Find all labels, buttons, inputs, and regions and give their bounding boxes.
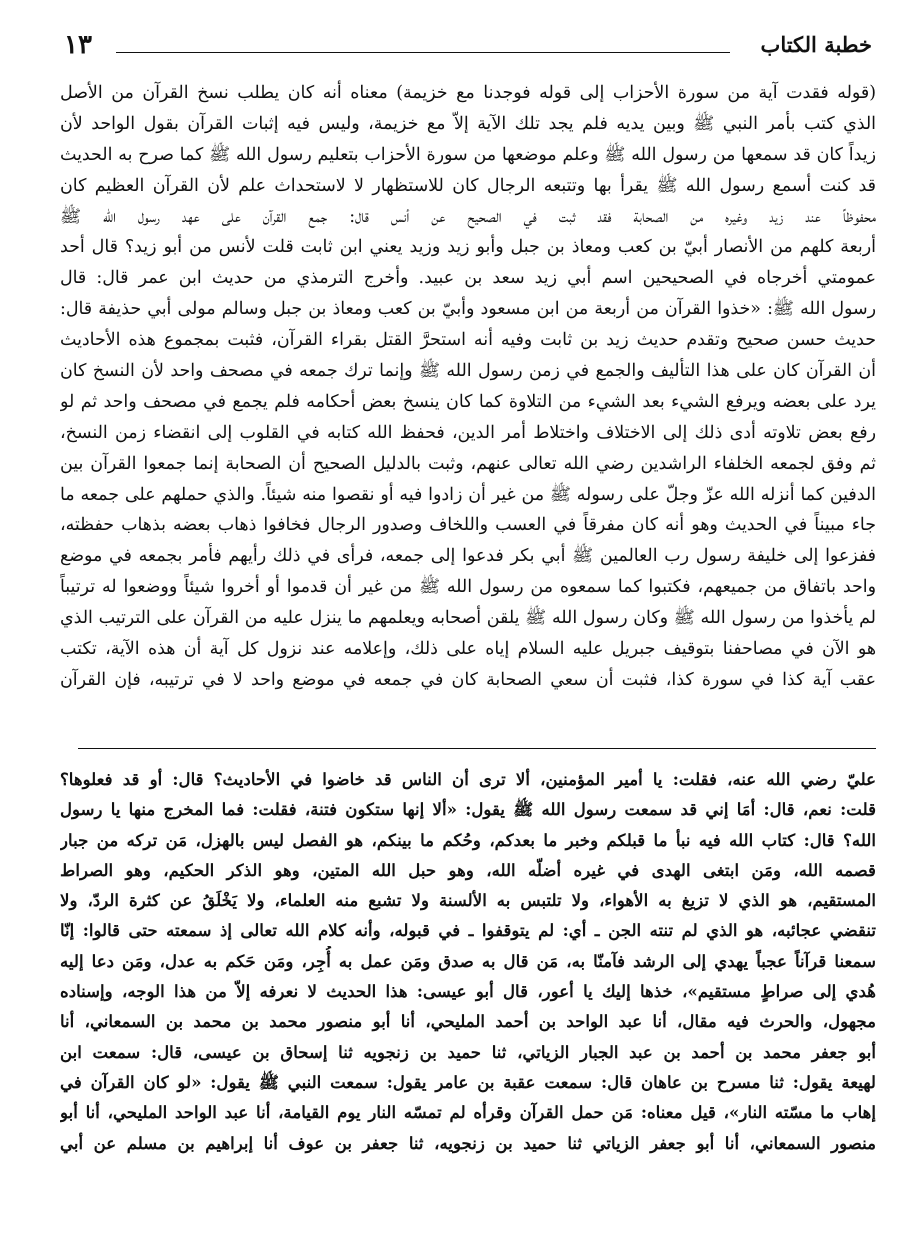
page-number: ١٣ — [64, 30, 92, 60]
footnote-text — [60, 764, 876, 1158]
footnote-line: سمعنا قرآناً عجباً يهدي إلى الرشد فآمنّا به، مَن قال به صدق ومَن عمل به أُجِر، ومَن حَكم به عدل، ومَن دعا إليه — [60, 950, 876, 971]
header-rule — [116, 52, 730, 53]
text-line: جاء مبيناً في الحديث وهو أنه كان مفرقاً في العسب واللخاف وصدور الرجال فخافوا ذهاب بعضه بذهاب حفظته، — [60, 515, 876, 536]
text-line: لم يأخذوا من رسول الله ﷺ وكان رسول الله ﷺ يلقن أصحابه ويعلمهم ما ينزل عليه من القرآن على الترتيب الذي — [60, 608, 876, 629]
text-line: هو الآن في مصاحفنا بتوقيف جبريل عليه السلام إياه على ذلك، وإعلامه عند نزول كل آية أن هذه الآية، تكتب — [60, 639, 876, 660]
text-line: رفع بعض تلاوته أدى ذلك إلى الاختلاف واختلاط أمر الدين، فحفظ الله كتابه في القلوب إلى انقضاء زمن النسخ، — [60, 422, 876, 443]
text-line: يرد على بعضه ويرفع الشيء بعد الشيء من التلاوة كما كان ينسخ بعض أحكامه فلم يجمع في مصحف واحد ثم لو — [60, 391, 876, 412]
footnote-line: قصمه الله، ومَن ابتغى الهدى في غيره أضلّه الله، وهو حبل الله المتين، وهو الذكر الحكيم، وهو الصراط — [60, 859, 876, 880]
text-line: عمومتي أخرجاه في الصحيحين اسم أبي زيد سعد بن عبيد. وأخرج الترمذي من حديث ابن عمر قال: قال — [60, 268, 876, 289]
footnote-line: مجهول، والحرث فيه مقال، أنا عبد الواحد بن أحمد المليحي، أنا أبو منصور محمد بن محمد بن السمعاني، أنا — [60, 1011, 876, 1032]
text-line: ففزعوا إلى خليفة رسول رب العالمين ﷺ أبي بكر فدعوا إلى جمعه، فرأى في ذلك رأيهم فأمر بجمعه في موضع — [60, 546, 876, 567]
footnote-line: الله؟ قال: كتاب الله فيه نبأ ما قبلكم وخبر ما بعدكم، وحُكم ما بينكم، هو الفصل ليس بالهزل، مَن تركه من جبار — [60, 829, 876, 850]
text-line: رسول الله ﷺ: «خذوا القرآن من أربعة من ابن مسعود وأبيّ بن كعب ومعاذ بن جبل وسالم مولى أبي حذيفة قال: — [60, 299, 876, 320]
text-line: قد كنت أسمع رسول الله ﷺ يقرأ بها وتتبعه الرجال كان للاستظهار لا لاستحداث علم لأن القرآن العظيم كان — [60, 175, 876, 196]
text-line: محفوظاً عند زيد وغيره من الصحابة فقد ثبت في الصحيح عن أنس قال: جمع القرآن على عهد رسول الله ﷺ — [60, 206, 876, 227]
running-title: خطبة الكتاب — [760, 32, 872, 57]
footnote-line: أبو جعفر محمد بن أحمد بن عبد الجبار الزياتي، ثنا حميد بن زنجويه ثنا إسحاق بن عيسى، قال: سمعت ابن — [60, 1041, 876, 1062]
footnote-line: هُدي إلى صراطٍ مستقيم»، خذها إليك يا أعور، قال أبو عيسى: هذا الحديث لا نعرفه إلاّ من هذا الوجه، وإسناده — [60, 981, 876, 1002]
footnote-line: تنقضي عجائبه، هو الذي لم تنته الجن ـ أي: لم يتوقفوا ـ في قبوله، وأنه كلام الله تعالى إذ سمعته حتى قالوا: إنّا — [60, 920, 876, 941]
text-line: واحد باتفاق من جميعهم، فكتبوا كما سمعوه من رسول الله ﷺ من غير أن قدموا أو أخروا شيئاً ووضعوا له ترتيباً — [60, 577, 876, 598]
footnote-line: لهيعة يقول: ثنا مسرح بن عاهان قال: سمعت عقبة بن عامر يقول: سمعت النبي ﷺ يقول: «لو كان القرآن في — [60, 1071, 876, 1092]
footnote-line: منصور السمعاني، أنا أبو جعفر الزياتي ثنا حميد بن زنجويه، ثنا جعفر بن عوف أنا إبراهيم بن مسلم عن أبي — [60, 1132, 876, 1153]
text-line: زيداً كان قد سمعها من رسول الله ﷺ وعلم موضعها من سورة الأحزاب بتعليم رسول الله ﷺ كما صرح به الحديث — [60, 144, 876, 165]
text-line: أن القرآن كان على هذا التأليف والجمع في زمن رسول الله ﷺ وإنما ترك جمعه في مصحف واحد لأن النسخ كان — [60, 361, 876, 382]
footnote-line: إهاب ما مسّته النار»، قيل معناه: مَن حمل القرآن وقرأه لم تمسّه النار يوم القيامة، أنا عبد الواحد المليحي، أنا أبو — [60, 1102, 876, 1123]
text-line: أربعة كلهم من الأنصار أبيّ بن كعب ومعاذ بن جبل وأبو زيد وزيد يعني ابن ثابت قلت لأنس من أبو زيد؟ قال أحد — [60, 237, 876, 258]
text-line: الذي كتب بأمر النبي ﷺ وبين يديه فلم يجد تلك الآية إلاّ مع خزيمة، وليس فيه إثبات القرآن بقول الواحد لأن — [60, 113, 876, 134]
page-header — [64, 30, 872, 66]
text-line: الدفين كما أنزله الله عزّ وجلّ على رسوله ﷺ من غير أن زادوا فيه أو نقصوا منه شيئاً. والذي حملهم على جمعه ما — [60, 484, 876, 505]
footnote-line: عليّ رضي الله عنه، فقلت: يا أمير المؤمنين، ألا ترى أن الناس قد خاضوا في الأحاديث؟ قال: أو قد فعلوها؟ — [60, 769, 876, 789]
text-line: عقب آية كذا في سورة كذا، فثبت أن سعي الصحابة كان في جمعه في موضع واحد لا في ترتيبه، فإن القرآن — [60, 669, 876, 690]
text-line: حديث حسن صحيح وتقدم حديث زيد بن ثابت وفيه أنه استحرَّ القتل بقراء القرآن، فثبت بمجموع هذه الأحاديث — [60, 330, 876, 351]
text-line: ثم وفق لجمعه الخلفاء الراشدين رضي الله تعالى عنهم، وثبت بالدليل الصحيح أن الصحابة إنما جمعوا القرآن بين — [60, 453, 876, 474]
footnote-separator — [78, 748, 876, 749]
text-line: (قوله فقدت آية من سورة الأحزاب إلى قوله فوجدنا مع خزيمة) معناه أنه كان يطلب نسخ القرآن من الأصل — [60, 83, 876, 103]
footnote-line: المستقيم، هو الذي لا تزيغ به الأهواء، ولا تلتبس به الألسنة ولا تشبع منه العلماء، ولا يَخْلَقُ عن كثرة الردّ، ولا — [60, 890, 876, 911]
footnote-line: قلت: نعم، قال: أمَا إني قد سمعت رسول الله ﷺ يقول: «ألا إنها ستكون فتنة، فقلت: فما المخرج منها يا رسول — [60, 799, 876, 820]
main-text — [60, 78, 876, 696]
